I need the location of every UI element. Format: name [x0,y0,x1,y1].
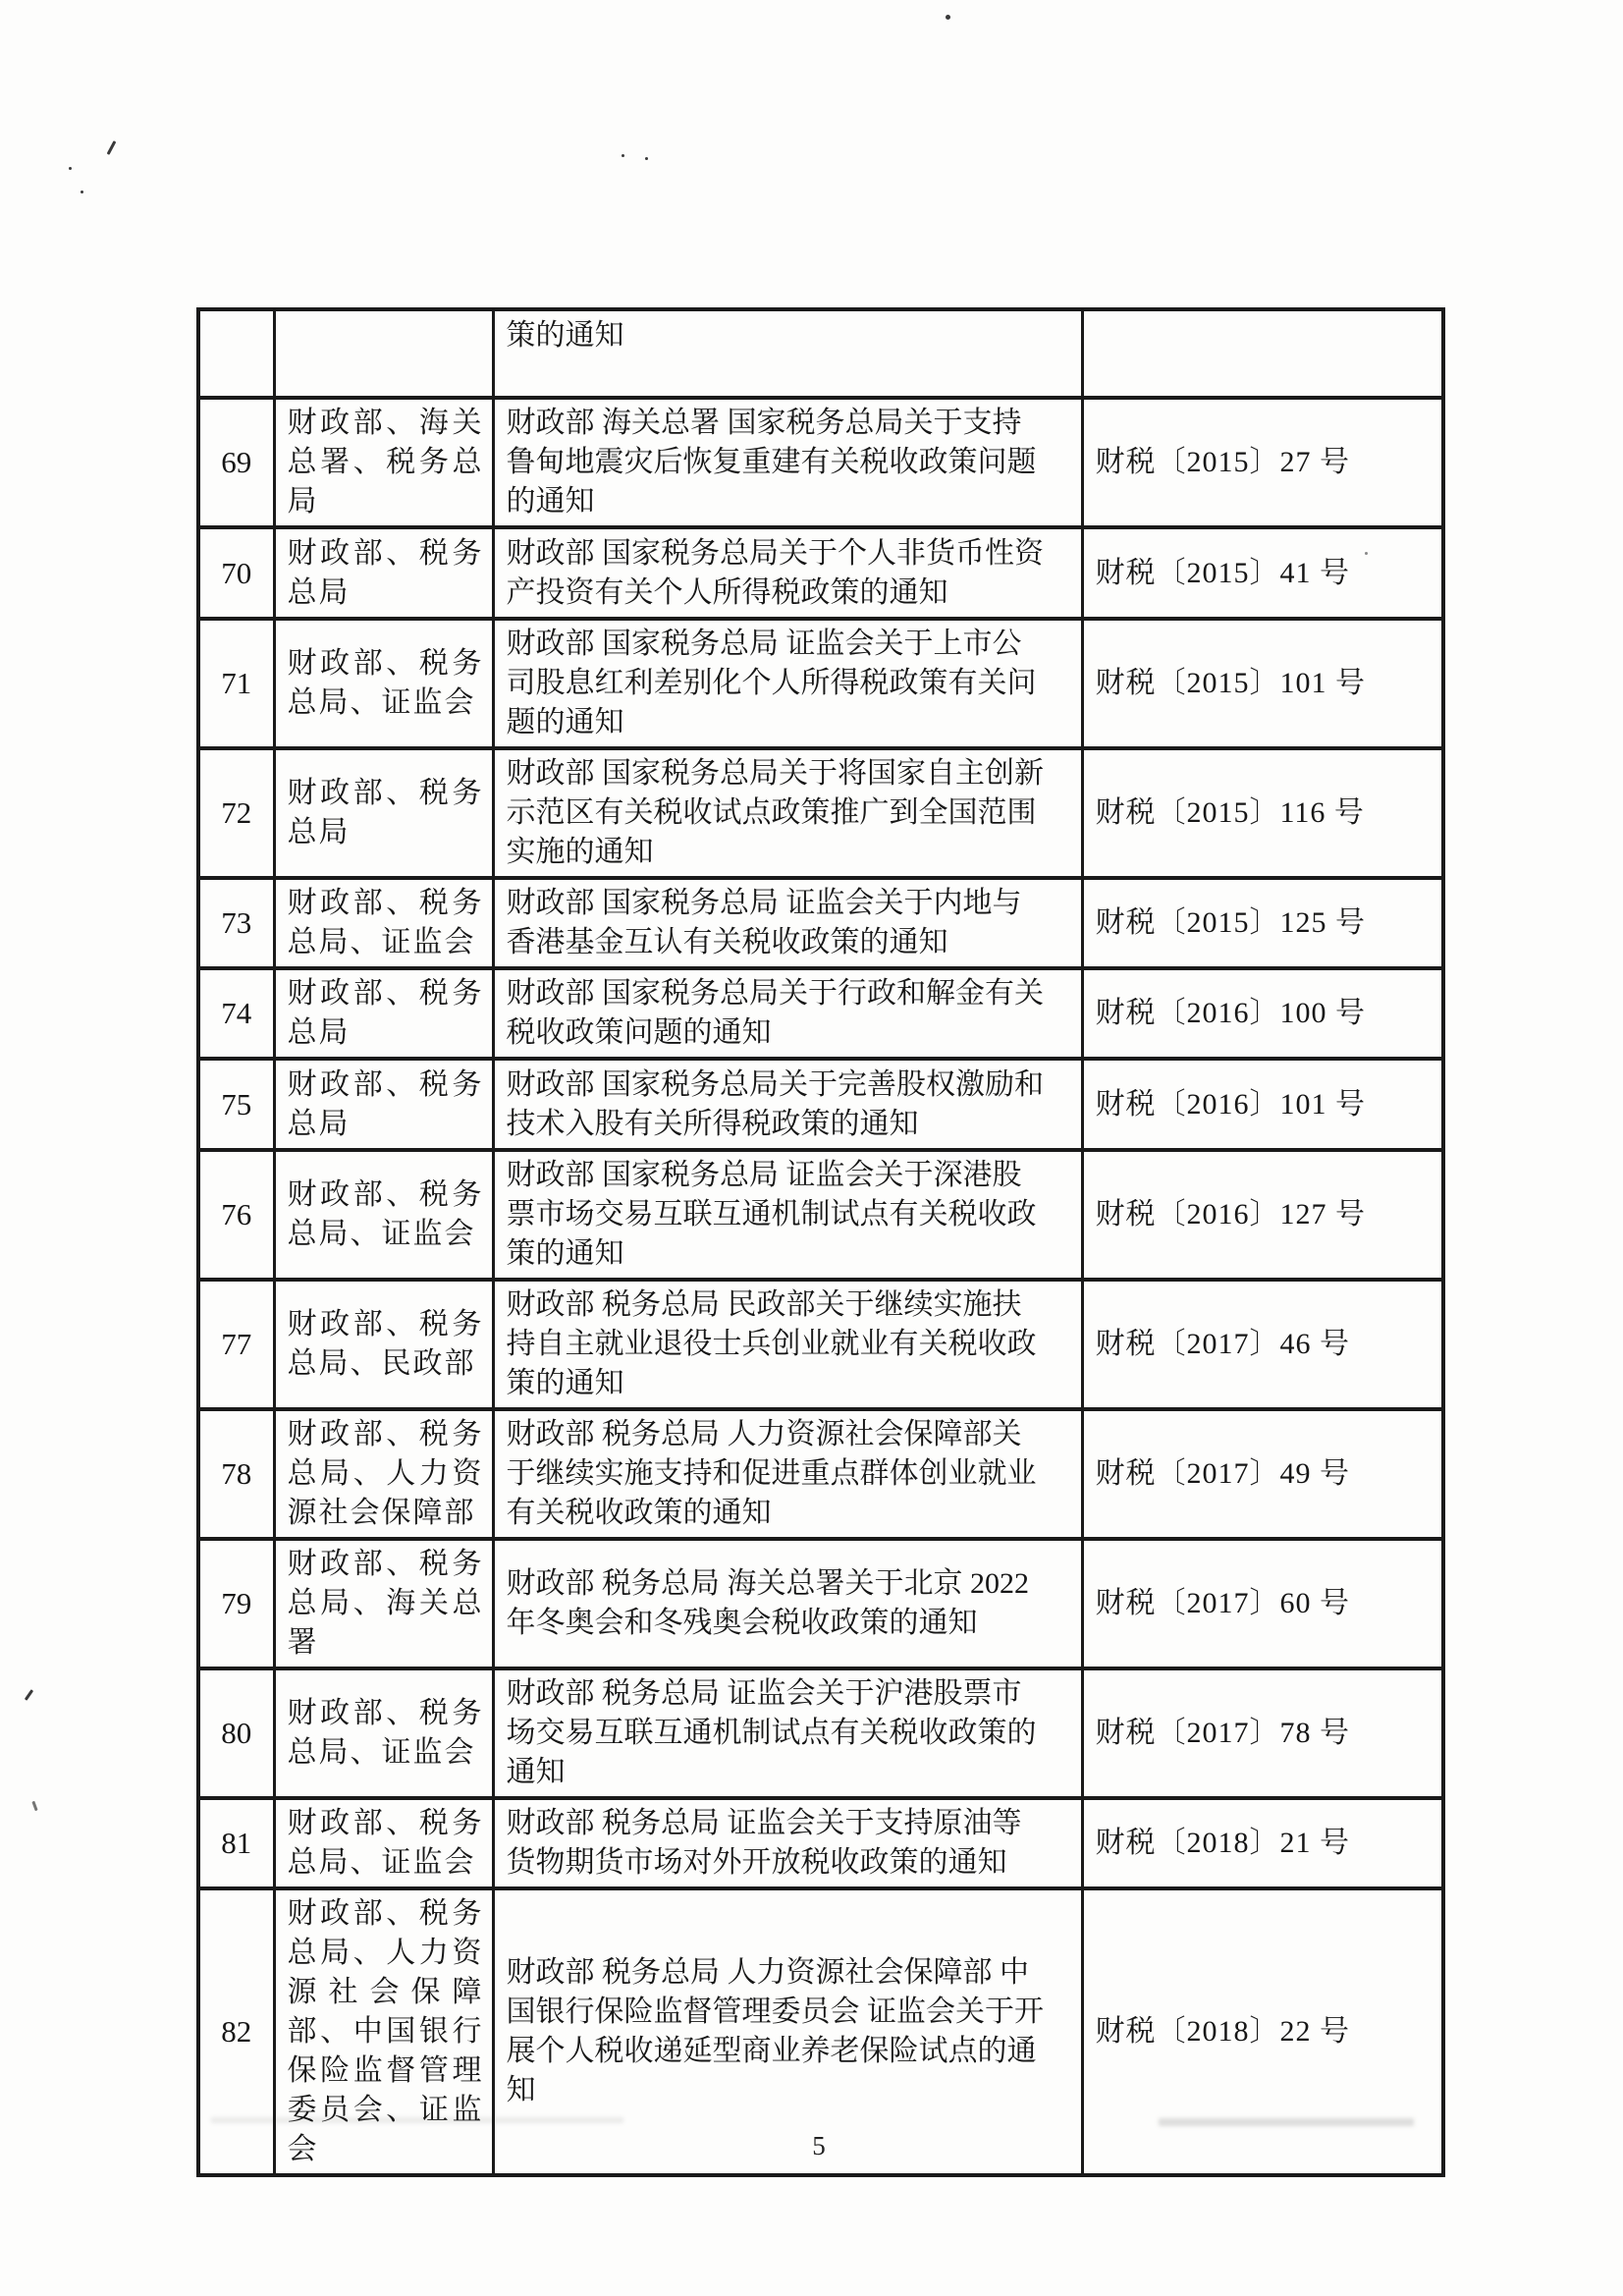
table-row-79 [198,1539,1443,1668]
title-cell: 财政部 海关总署 国家税务总局关于支持鲁甸地震灾后恢复重建有关税收政策问题的通知 [493,398,1082,527]
departments-cell: 财政部、税务总局 [274,1059,493,1150]
title-cell: 财政部 国家税务总局关于行政和解金有关税收政策问题的通知 [493,968,1082,1059]
row-number-cell: 70 [198,527,274,619]
departments-cell [274,309,493,398]
title-cell: 财政部 国家税务总局关于将国家自主创新示范区有关税收试点政策推广到全国范围实施的通知 [493,748,1082,878]
title-cell: 财政部 国家税务总局 证监会关于内地与香港基金互认有关税收政策的通知 [493,878,1082,968]
doc-number-cell: 财税〔2016〕100 号 [1082,968,1443,1059]
departments-cell: 财政部、税务总局 [274,748,493,878]
scan-speck [81,191,83,193]
row-number-cell: 77 [198,1280,274,1409]
doc-number-cell: 财税〔2016〕127 号 [1082,1150,1443,1280]
departments-cell: 财政部、税务总局、证监会 [274,1150,493,1280]
tax-policy-table [196,307,1445,2177]
row-number-cell: 79 [198,1539,274,1668]
table-row-carryover [198,309,1443,398]
departments-cell: 财政部、税务总局、人力资源社会保障部、中国银行保险监督管理委员会、证监会 [274,1888,493,2175]
scan-speck [25,1689,33,1701]
title-cell: 财政部 国家税务总局关于完善股权激励和技术入股有关所得税政策的通知 [493,1059,1082,1150]
table-row-75 [198,1059,1443,1150]
title-cell: 财政部 税务总局 人力资源社会保障部关于继续实施支持和促进重点群体创业就业有关税收政策的通知 [493,1409,1082,1539]
departments-cell: 财政部、税务总局、证监会 [274,1798,493,1888]
title-cell: 财政部 税务总局 民政部关于继续实施扶持自主就业退役士兵创业就业有关税收政策的通知 [493,1280,1082,1409]
page-number: 5 [812,2131,826,2160]
table-row-74 [198,968,1443,1059]
table-row-81 [198,1798,1443,1888]
doc-number-cell: 财税〔2016〕101 号 [1082,1059,1443,1150]
table-row-76 [198,1150,1443,1280]
row-number-cell: 82 [198,1888,274,2175]
title-cell: 财政部 税务总局 证监会关于支持原油等货物期货市场对外开放税收政策的通知 [493,1798,1082,1888]
scan-speck [622,154,624,157]
table-row-72 [198,748,1443,878]
row-number-cell: 78 [198,1409,274,1539]
table-row-70 [198,527,1443,619]
scan-speck [31,1801,37,1811]
title-cell: 策的通知 [493,309,1082,398]
title-cell: 财政部 国家税务总局关于个人非货币性资产投资有关个人所得税政策的通知 [493,527,1082,619]
row-number-cell: 75 [198,1059,274,1150]
table-row-77 [198,1280,1443,1409]
table-row-80 [198,1668,1443,1798]
departments-cell: 财政部、税务总局、民政部 [274,1280,493,1409]
doc-number-cell: 财税〔2017〕46 号 [1082,1280,1443,1409]
table-row-73 [198,878,1443,968]
departments-cell: 财政部、海关总署、税务总局 [274,398,493,527]
scan-speck [946,15,950,20]
title-cell: 财政部 税务总局 人力资源社会保障部 中国银行保险监督管理委员会 证监会关于开展个人税收递延型商业养老保险试点的通知 [493,1888,1082,2175]
departments-cell: 财政部、税务总局、证监会 [274,878,493,968]
doc-number-cell: 财税〔2017〕78 号 [1082,1668,1443,1798]
row-number-cell: 72 [198,748,274,878]
title-cell: 财政部 税务总局 证监会关于沪港股票市场交易互联互通机制试点有关税收政策的通知 [493,1668,1082,1798]
departments-cell: 财政部、税务总局 [274,527,493,619]
title-cell: 财政部 国家税务总局 证监会关于上市公司股息红利差别化个人所得税政策有关问题的通知 [493,619,1082,748]
table-row-71 [198,619,1443,748]
table-row-78 [198,1409,1443,1539]
doc-number-cell [1082,309,1443,398]
doc-number-cell: 财税〔2018〕22 号 [1082,1888,1443,2175]
doc-number-cell: 财税〔2015〕27 号 [1082,398,1443,527]
doc-number-cell: 财税〔2015〕101 号 [1082,619,1443,748]
doc-number-cell: 财税〔2017〕60 号 [1082,1539,1443,1668]
row-number-cell: 80 [198,1668,274,1798]
row-number-cell: 74 [198,968,274,1059]
doc-number-cell: 财税〔2017〕49 号 [1082,1409,1443,1539]
row-number-cell: 73 [198,878,274,968]
title-cell: 财政部 税务总局 海关总署关于北京 2022 年冬奥会和冬残奥会税收政策的通知 [493,1539,1082,1668]
departments-cell: 财政部、税务总局、海关总署 [274,1539,493,1668]
row-number-cell: 76 [198,1150,274,1280]
row-number-cell: 71 [198,619,274,748]
title-cell: 财政部 国家税务总局 证监会关于深港股票市场交易互联互通机制试点有关税收政策的通知 [493,1150,1082,1280]
departments-cell: 财政部、税务总局、证监会 [274,1668,493,1798]
row-number-cell: 81 [198,1798,274,1888]
table-row-69 [198,398,1443,527]
departments-cell: 财政部、税务总局 [274,968,493,1059]
doc-number-cell: 财税〔2015〕41 号 [1082,527,1443,619]
departments-cell: 财政部、税务总局、人力资源社会保障部 [274,1409,493,1539]
doc-number-cell: 财税〔2015〕116 号 [1082,748,1443,878]
row-number-cell: 69 [198,398,274,527]
scan-speck [69,167,72,170]
row-number-cell [198,309,274,398]
scan-speck [645,157,648,160]
scan-speck [107,140,117,155]
doc-number-cell: 财税〔2015〕125 号 [1082,878,1443,968]
departments-cell: 财政部、税务总局、证监会 [274,619,493,748]
doc-number-cell: 财税〔2018〕21 号 [1082,1798,1443,1888]
